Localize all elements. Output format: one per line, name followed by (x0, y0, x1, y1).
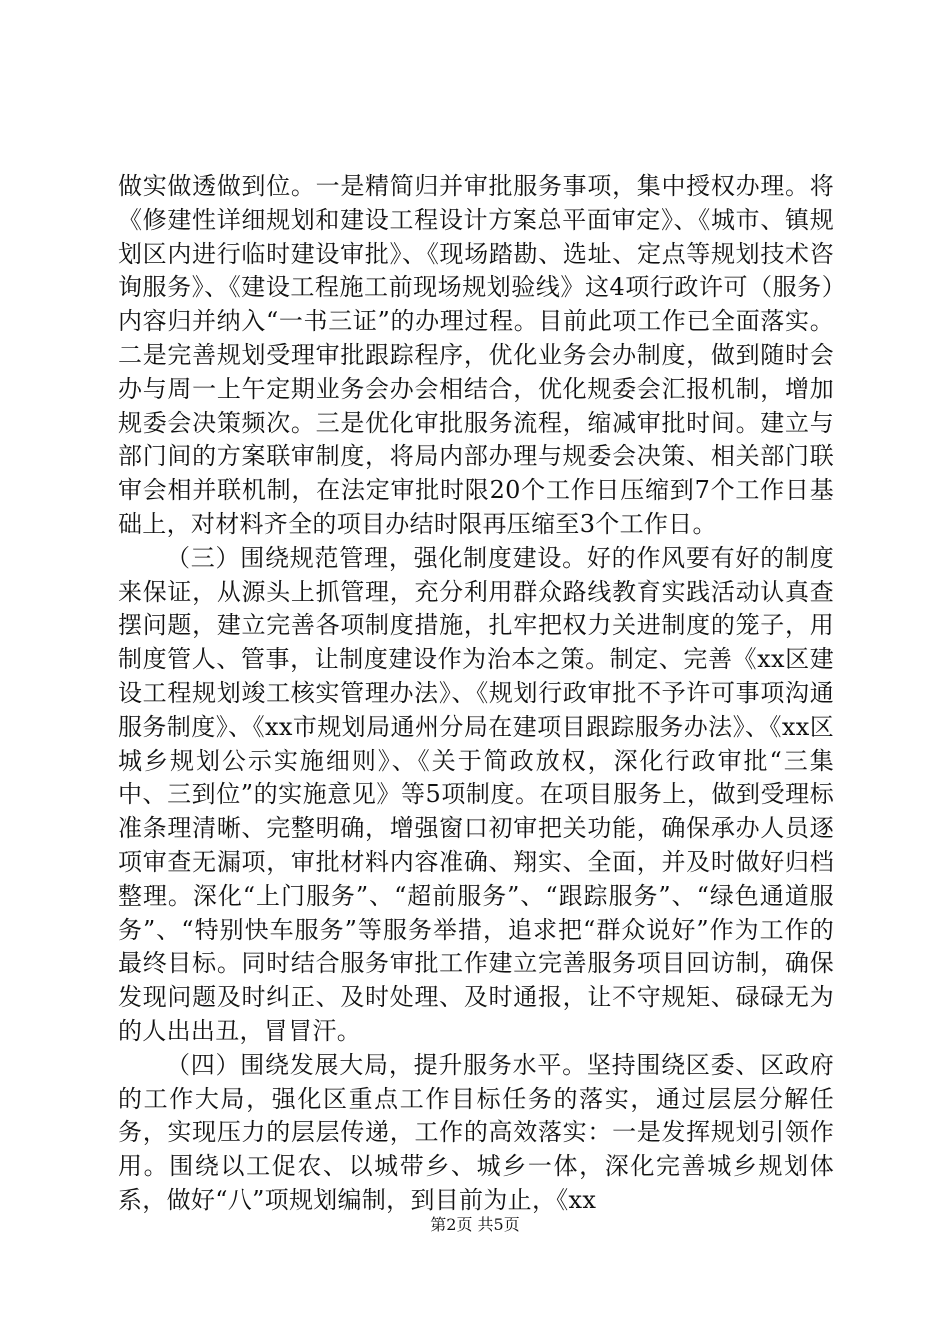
page-footer: 第2页 共5页 (430, 1215, 520, 1234)
paragraph-1: 做实做透做到位。一是精简归并审批服务事项，集中授权办理。将《修建性详细规划和建设工程设计方案总平面审定》、《城市、镇规划区内进行临时建设审批》、《现场踏勘、选址、定点等规划技术咨询服务》、《建设工程施工前现场规划验线》这4项行政许可（服务）内容归并纳入“一书三证”的办理过程。目前此项工作已全面落实。二是完善规划受理审批跟踪程序，优化业务会办制度，做到随时会办与周一上午定期业务会办会相结合，优化规委会汇报机制，增加规委会决策频次。三是优化审批服务流程，缩减审批时间。建立与部门间的方案联审制度，将局内部办理与规委会决策、相关部门联审会相并联机制，在法定审批时限20个工作日压缩到7个工作日基础上，对材料齐全的项目办结时限再压缩至3个工作日。 (118, 172, 834, 538)
document-body (118, 170, 834, 1218)
paragraph-2: （三）围绕规范管理，强化制度建设。好的作风要有好的制度来保证，从源头上抓管理，充分利用群众路线教育实践活动认真查摆问题，建立完善各项制度措施，扎牢把权力关进制度的笼子，用制度管人、管事，让制度建设作为治本之策。制定、完善《xx区建设工程规划竣工核实管理办法》、《规划行政审批不予许可事项沟通服务制度》、《xx市规划局通州分局在建项目跟踪服务办法》、《xx区城乡规划公示实施细则》、《关于简政放权，深化行政审批“三集中、三到位”的实施意见》等5项制度。在项目服务上，做到受理标准条理清晰、完整明确，增强窗口初审把关功能，确保承办人员逐项审查无漏项，审批材料内容准确、翔实、全面，并及时做好归档整理。深化“上门服务”、“超前服务”、“跟踪服务”、“绿色通道服务”、“特别快车服务”等服务举措，追求把“群众说好”作为工作的最终目标。同时结合服务审批工作建立完善服务项目回访制，确保发现问题及时纠正、及时处理、及时通报，让不守规矩、碌碌无为的人出出丑，冒冒汗。 (118, 543, 834, 1045)
paragraph-3: （四）围绕发展大局，提升服务水平。坚持围绕区委、区政府的工作大局，强化区重点工作目标任务的落实，通过层层分解任务，实现压力的层层传递，工作的高效落实：一是发挥规划引领作用。围绕以工促农、以城带乡、城乡一体，深化完善城乡规划体系，做好“八”项规划编制，到目前为止，《xx (118, 1050, 834, 1214)
